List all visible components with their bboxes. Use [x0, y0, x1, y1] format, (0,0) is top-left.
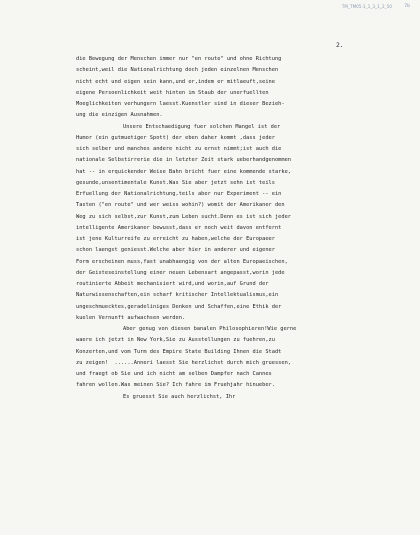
text-line: eigene Persoenlichkeit weit hinten im Staub der unerfuellten — [76, 89, 269, 96]
text-line: Aber genug von diesen banalen Philosophieren!Wie gerne — [123, 326, 297, 332]
text-line: intelligente Amerikaner bewusst,dass er noch weit davon entfernt — [76, 224, 282, 231]
text-line: Es gruesst Sie auch herzlichst, Ihr — [123, 393, 236, 400]
text-line: routinierte Abbeit mechanisiert wird,und worin,auf Grund der — [76, 281, 269, 287]
text-line: Form erscheinen muss,fast unabhaengig von der alten Europaeischen, — [76, 258, 288, 265]
text-line: nationale Selbstirrerie die in letzter Zeit stark ueberhandgenommen — [76, 157, 292, 164]
text-line: schon laengst geniesst.Welche aber hier in anderer und eigener — [76, 247, 275, 254]
text-line: hat -- in erquickender Weise Bahn bricht fuer eine kommende starke, — [76, 168, 292, 175]
text-line: der Geisteseinstellung einer neuen Lebensart angepasst,worin jede — [76, 269, 285, 276]
text-line: fahren wollen.Was meinen Sie? Ich fahre im Fruehjahr hinueber. — [76, 382, 275, 389]
text-line: scheint,weil die Nationalrichtung doch jeden einzelnen Menschen — [76, 67, 279, 74]
text-line: ung die einzigen Ausnahmen. — [76, 112, 163, 119]
text-line: zu zeigen! ......Anneri laesst Sie herzlichst durch mich gruessen, — [76, 359, 292, 366]
page-number: 2. — [336, 42, 344, 49]
text-line: ist jene Kulturreife zu erreicht zu haben,welche der Europaeer — [76, 236, 275, 242]
text-line: Unsere Entschaedigung fuer solchen Mangel ist der — [123, 123, 281, 130]
archive-reference: TM_TM05-1_1_3_1_2_50 — [341, 4, 392, 9]
text-line: Humor (ein gutmuetiger Spott) der eben daher kommt ,dass jeder — [76, 134, 275, 141]
text-line: Weg zu sich selbst,zur Kunst,zum Leben sucht.Denn es ist sich jeder — [76, 213, 292, 220]
text-line: Tasten ("en route" und wer weiss wohin?) womit der Amerikaner den — [76, 202, 285, 209]
text-line: waere ich jetzt in New York,Sie zu Ausstellungen zu fuehren,zu — [76, 337, 275, 344]
text-line: die Bewegung der Menschen immer nur "en route" und ohne Richtung — [76, 56, 282, 62]
text-line: Konzerten,und vom Turm des Empire State Building Ihnen die Stadt — [76, 348, 282, 355]
text-line: ungeschmuecktes,geradeliniges Denken und Schaffen,eine Ethik der — [76, 303, 282, 310]
text-line: sich selber und manches andere nicht zu ernst nimmt;ist auch die — [76, 146, 282, 152]
text-line: nicht echt und eigen sein kann,und er,indem er mitlaeuft,seine — [76, 78, 275, 85]
text-line: Moeglichkeiten verhungern laesst.Kuenstler sind in dieser Bezieh- — [76, 101, 285, 107]
text-line: Erfuellung der Nationalrichtung,teils aber nur Experiment -- ein — [76, 191, 282, 197]
text-line: und fraegt ob Sie und ich nicht am selben Dampfer nach Cannes — [76, 371, 272, 377]
page-corner-number: 7b — [404, 4, 410, 9]
letter-body — [76, 54, 376, 403]
text-line: gesunde,unsentimentale Kunst.Was Sie aber jetzt sehn ist teils — [76, 179, 275, 186]
text-line: Naturwissenschaften,ein scharf kritischer Intellektualismus,ein — [76, 292, 279, 299]
text-line: kuelen Vernunft aufwachsen werden. — [76, 314, 186, 321]
